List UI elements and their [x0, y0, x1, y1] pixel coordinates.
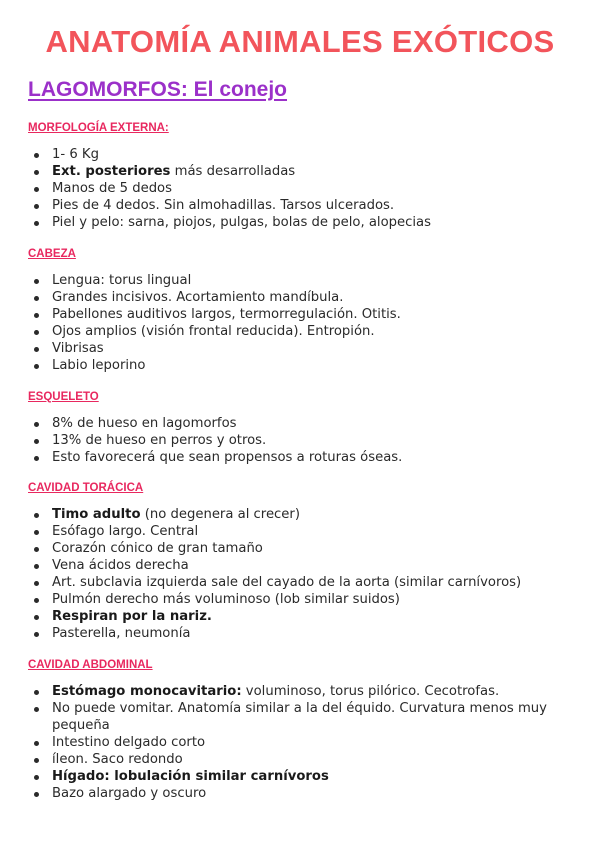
list-item-text: No puede vomitar. Anatomía similar a la del équido. Curvatura menos muy pequeña — [52, 701, 547, 733]
list-item-text: Bazo alargado y oscuro — [52, 786, 207, 801]
list-item — [28, 557, 578, 574]
bullet-list — [28, 415, 578, 466]
list-item-text: Manos de 5 dedos — [52, 181, 173, 196]
list-item — [28, 163, 578, 180]
bullet-list — [28, 683, 578, 802]
list-item — [28, 415, 578, 432]
list-item-bold: Estómago monocavitario: — [52, 684, 242, 699]
list-item-text: más desarrolladas — [170, 164, 296, 179]
list-item-text: Pasterella, neumonía — [52, 626, 191, 641]
list-item — [28, 683, 578, 700]
list-item — [28, 323, 578, 340]
list-item — [28, 768, 578, 785]
list-item-text: 13% de hueso en perros y otros. — [52, 433, 267, 448]
list-item — [28, 272, 578, 289]
section-cavidad-abdominal — [28, 657, 578, 802]
list-item-text: Pulmón derecho más voluminoso (lob similar suidos) — [52, 592, 400, 607]
list-item — [28, 751, 578, 768]
list-item-text: Intestino delgado corto — [52, 735, 206, 750]
list-item — [28, 506, 578, 523]
section-heading: CAVIDAD ABDOMINAL — [28, 659, 153, 671]
list-item-text: 1- 6 Kg — [52, 147, 99, 162]
list-item-text: íleon. Saco redondo — [52, 752, 183, 767]
list-item-text: Grandes incisivos. Acortamiento mandíbula. — [52, 290, 344, 305]
section-heading: CABEZA — [28, 248, 76, 260]
list-item — [28, 523, 578, 540]
list-item-text: Vibrisas — [52, 341, 104, 356]
list-item — [28, 785, 578, 802]
list-item — [28, 574, 578, 591]
list-item-text: (no degenera al crecer) — [140, 507, 300, 522]
section-esqueleto — [28, 389, 578, 466]
section-heading: MORFOLOGÍA EXTERNA: — [28, 122, 169, 134]
section-cabeza — [28, 246, 578, 374]
list-item-text: Esto favorecerá que sean propensos a roturas óseas. — [52, 450, 403, 465]
section-morfologia — [28, 120, 578, 231]
list-item-text: 8% de hueso en lagomorfos — [52, 416, 237, 431]
list-item-text: Pies de 4 dedos. Sin almohadillas. Tarsos ulcerados. — [52, 198, 395, 213]
list-item — [28, 591, 578, 608]
list-item-text: voluminoso, torus pilórico. Cecotrofas. — [241, 684, 500, 699]
list-item — [28, 432, 578, 449]
section-heading: ESQUELETO — [28, 391, 99, 403]
list-item-bold: Hígado: lobulación similar carnívoros — [52, 769, 329, 784]
list-item — [28, 540, 578, 557]
list-item — [28, 608, 578, 625]
bullet-list — [28, 506, 578, 642]
list-item — [28, 357, 578, 374]
list-item — [28, 180, 578, 197]
list-item-bold: Ext. posteriores — [52, 164, 171, 179]
list-item — [28, 289, 578, 306]
list-item-text: Esófago largo. Central — [52, 524, 199, 539]
list-item-text: Labio leporino — [52, 358, 146, 373]
section-heading: CAVIDAD TORÁCICA — [28, 482, 144, 494]
list-item — [28, 700, 578, 734]
list-item-text: Corazón cónico de gran tamaño — [52, 541, 263, 556]
list-item-bold: Timo adulto — [52, 507, 141, 522]
bullet-list — [28, 272, 578, 374]
list-item — [28, 197, 578, 214]
list-item — [28, 306, 578, 323]
section-cavidad-toracica — [28, 480, 578, 642]
list-item — [28, 146, 578, 163]
list-item — [28, 734, 578, 751]
list-item-bold: Respiran por la nariz. — [52, 609, 212, 624]
list-item-text: Ojos amplios (visión frontal reducida). Entropión. — [52, 324, 375, 339]
list-item — [28, 214, 578, 231]
list-item-text: Art. subclavia izquierda sale del cayado de la aorta (similar carnívoros) — [52, 575, 522, 590]
page-subtitle: LAGOMORFOS: El conejo — [28, 78, 288, 101]
list-item-text: Piel y pelo: sarna, piojos, pulgas, bolas de pelo, alopecias — [52, 215, 431, 230]
list-item — [28, 449, 578, 466]
bullet-list — [28, 146, 578, 231]
list-item — [28, 625, 578, 642]
list-item — [28, 340, 578, 357]
list-item-text: Pabellones auditivos largos, termorregulación. Otitis. — [52, 307, 401, 322]
page-title: ANATOMÍA ANIMALES EXÓTICOS — [45, 24, 555, 59]
list-item-text: Vena ácidos derecha — [52, 558, 189, 573]
list-item-text: Lengua: torus lingual — [52, 273, 192, 288]
